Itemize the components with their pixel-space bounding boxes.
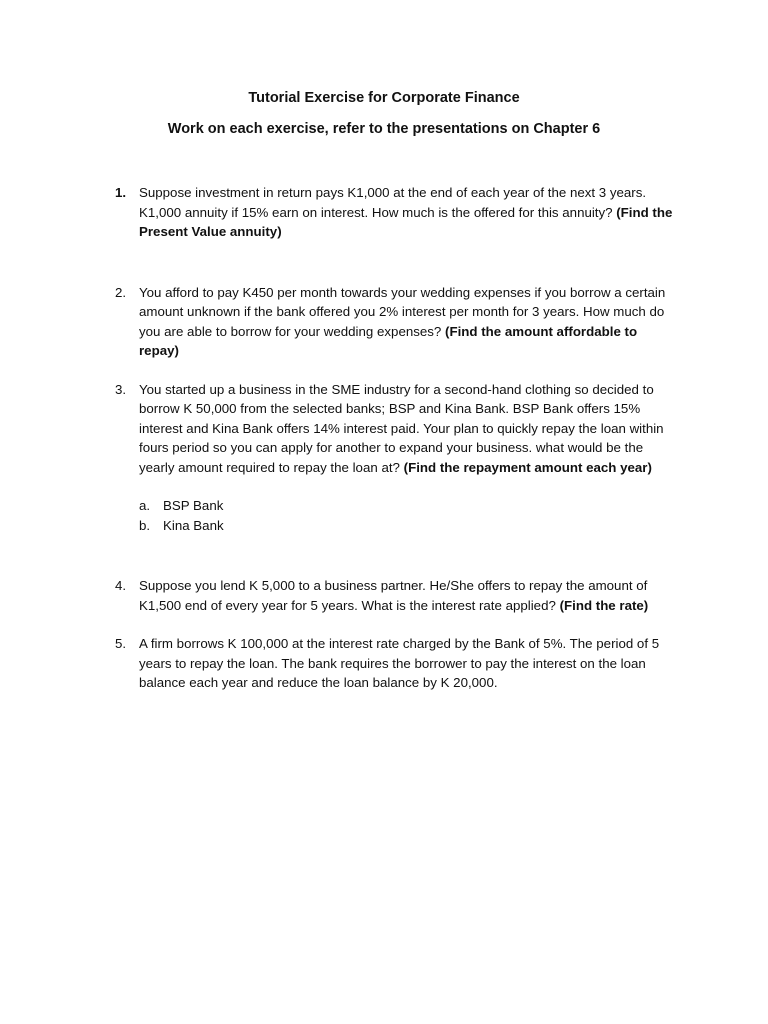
question-number: 1. bbox=[115, 185, 127, 200]
question-item-4 bbox=[115, 576, 675, 615]
question-text: A firm borrows K 100,000 at the interest rate charged by the Bank of 5%. The period of 5 years to repay the loan. The bank requires the borrower to pay the interest on the loan balance each year and reduce the loan balance by K 20,000. bbox=[139, 636, 660, 690]
sublist-letter: a. bbox=[139, 498, 151, 513]
question-text: You started up a business in the SME industry for a second-hand clothing so decided to borrow K 50,000 from the selected banks; BSP and Kina Bank. BSP Bank offers 15% interest and Kina Bank offers 14% interest paid. Your plan to quickly repay the loan within fours period so you can apply for another to expand your business. what would be the yearly amount required to repay the loan at? bbox=[139, 381, 664, 475]
document-subtitle: Work on each exercise, refer to the presentations on Chapter 6 bbox=[167, 121, 601, 137]
sublist-letter: b. bbox=[139, 517, 151, 533]
sublist-text: Kina Bank bbox=[163, 517, 224, 533]
bank-sublist bbox=[139, 496, 675, 535]
sublist-item-bsp bbox=[139, 496, 675, 516]
question-item-3 bbox=[115, 380, 675, 536]
question-text: You afford to pay K450 per month towards your wedding expenses if you borrow a certain amount unknown if the bank offered you 2% interest per month for 3 years. How much do you are able to borrow for your wedding expenses? bbox=[139, 284, 666, 339]
question-number: 3. bbox=[115, 381, 127, 397]
question-hint: (Find the repayment amount each year) bbox=[403, 459, 652, 475]
question-list bbox=[115, 183, 675, 693]
question-number: 2. bbox=[115, 284, 127, 300]
question-text: Suppose investment in return pays K1,000 at the end of each year of the next 3 years. K1,000 annuity if 15% earn on interest. How much is the offered for this annuity? bbox=[139, 185, 647, 220]
sublist-item-kina bbox=[139, 516, 675, 536]
question-number: 4. bbox=[115, 578, 127, 593]
question-item-1 bbox=[115, 183, 675, 242]
question-text: Suppose you lend K 5,000 to a business partner. He/She offers to repay the amount of K1,500 end of every year for 5 years. What is the interest rate applied? bbox=[139, 578, 648, 613]
question-item-5 bbox=[115, 634, 675, 693]
document-title: Tutorial Exercise for Corporate Finance bbox=[248, 90, 520, 106]
question-number: 5. bbox=[115, 636, 127, 651]
question-item-2 bbox=[115, 283, 675, 361]
question-hint: (Find the Present Value annuity) bbox=[139, 204, 673, 239]
sublist-text: BSP Bank bbox=[163, 498, 224, 513]
question-hint: (Find the rate) bbox=[559, 597, 649, 613]
question-hint: (Find the amount affordable to repay) bbox=[139, 323, 638, 358]
